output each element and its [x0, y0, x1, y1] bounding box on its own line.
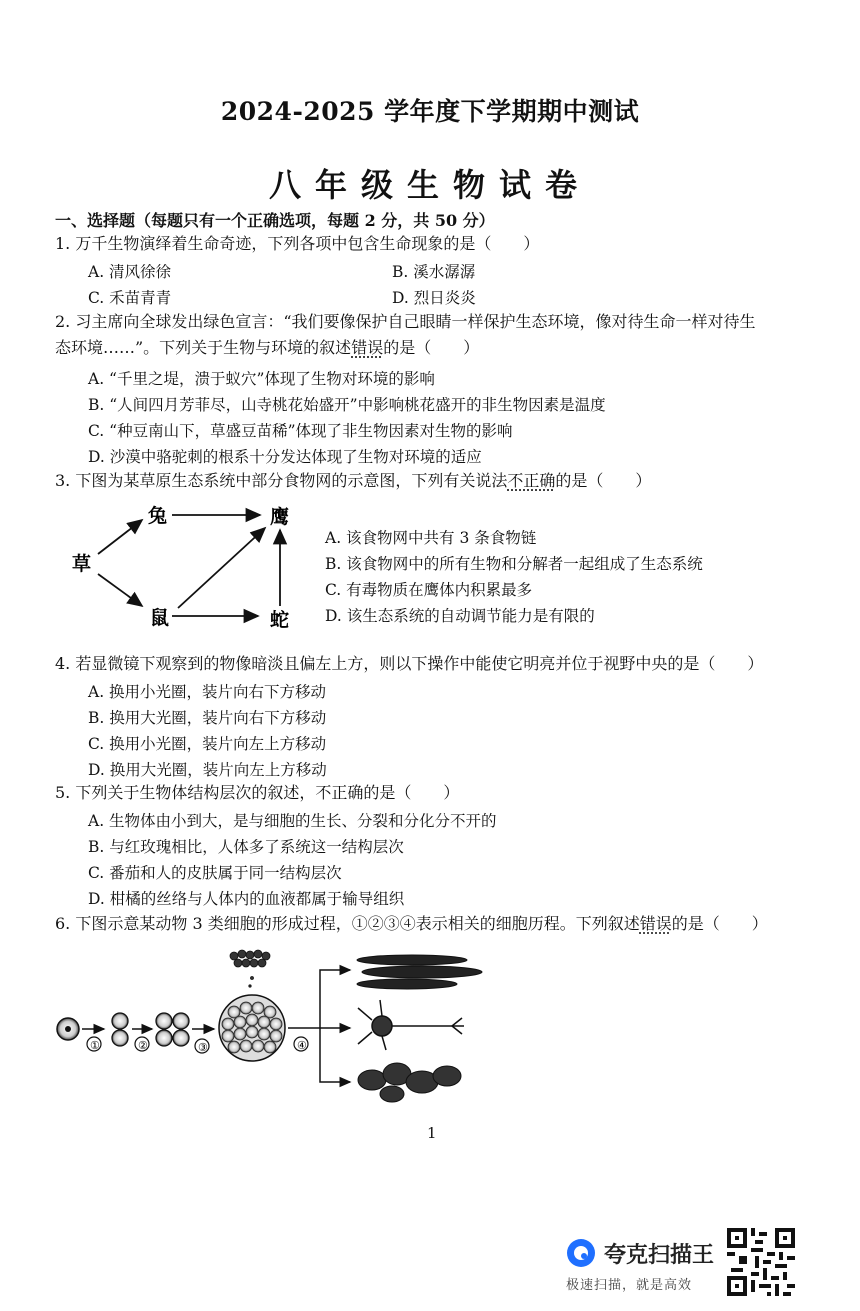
q5-stem-pre: 5. 下列关于生物体结构层次的叙述， — [55, 783, 316, 802]
q1-option-b: B. 溪水潺潺 — [392, 263, 476, 281]
muscle-cells — [357, 955, 482, 989]
node-grass: 草 — [72, 553, 92, 575]
branch-arrow-epithelial — [320, 1028, 350, 1082]
neuron-cell — [358, 1000, 464, 1050]
q2-option-d: D. 沙漠中骆驼刺的根系十分发达体现了生物对环境的适应 — [88, 448, 482, 466]
q6-stem-post: 的是（ ） — [671, 914, 768, 933]
q4-option-c: C. 换用小光圈，装片向左上方移动 — [88, 735, 327, 753]
q1-option-c: C. 禾苗青青 — [88, 289, 172, 307]
q1-stem: 1. 万千生物演绎着生命奇迹，下列各项中包含生命现象的是（ ） — [55, 234, 540, 253]
food-web-diagram — [60, 498, 310, 638]
epithelial-cells — [358, 1063, 461, 1102]
q5-option-c: C. 番茄和人的皮肤属于同一结构层次 — [88, 864, 342, 882]
scanner-brand-name: 夸克扫描王 — [604, 1243, 715, 1268]
node-snake: 蛇 — [270, 609, 290, 631]
branch-arrow-muscle — [314, 970, 350, 1028]
q5-stem-post: 的是（ ） — [363, 783, 460, 802]
q5-stem — [55, 783, 459, 803]
q6-stem-emphasis: 错误 — [639, 914, 672, 933]
node-eagle: 鹰 — [270, 506, 290, 528]
q3-option-c: C. 有毒物质在鹰体内积累最多 — [325, 581, 533, 599]
q3-stem — [55, 471, 651, 491]
q3-stem-post: 的是（ ） — [555, 471, 652, 490]
q5-option-b: B. 与红玫瑰相比，人体多了系统这一结构层次 — [88, 838, 404, 856]
node-rabbit: 兔 — [148, 505, 168, 527]
step1-label: ① — [90, 1039, 100, 1052]
four-cells — [156, 1013, 189, 1046]
q2-stem-line2 — [55, 338, 479, 358]
q3-stem-emphasis: 不正确 — [507, 471, 556, 490]
q3-option-b: B. 该食物网中的所有生物和分解者一起组成了生态系统 — [325, 555, 703, 573]
exam-title: 2024-2025 学年度下学期期中测试 — [220, 97, 640, 126]
step2-label: ② — [138, 1039, 148, 1052]
q2-option-a: A. “千里之堤，溃于蚁穴”体现了生物对环境的影响 — [88, 370, 435, 388]
q3-option-d: D. 该生态系统的自动调节能力是有限的 — [325, 607, 595, 625]
scanner-slogan: 极速扫描，就是高效 — [566, 1278, 693, 1293]
q6-stem — [55, 914, 768, 934]
q4-option-d: D. 换用大光圈，装片向左上方移动 — [88, 761, 327, 779]
q5-stem-emphasis: 不正确 — [315, 783, 364, 802]
arrow-mouse-to-eagle — [178, 528, 265, 608]
exam-subtitle: 八年级生物试卷 — [268, 166, 591, 204]
q2-option-c: C. “种豆南山下，草盛豆苗稀”体现了非生物因素对生物的影响 — [88, 422, 513, 440]
cell-process-diagram — [52, 942, 502, 1112]
step3-label: ③ — [198, 1041, 208, 1054]
q4-option-a: A. 换用小光圈，装片向右下方移动 — [88, 683, 327, 701]
dividing-cells-top — [230, 950, 270, 987]
two-cells — [112, 1013, 128, 1046]
q3-stem-pre: 3. 下图为某草原生态系统中部分食物网的示意图，下列有关说法 — [55, 471, 508, 490]
arrow-grass-to-rabbit — [98, 520, 142, 554]
single-cell — [57, 1018, 79, 1040]
step4-label: ④ — [297, 1039, 307, 1052]
qr-code-icon — [727, 1228, 795, 1296]
q1-option-d: D. 烈日炎炎 — [392, 289, 476, 307]
q2-option-b: B. “人间四月芳菲尽，山寺桃花始盛开”中影响桃花盛开的非生物因素是温度 — [88, 396, 606, 414]
q2-stem-post: 的是（ ） — [383, 338, 480, 357]
q3-option-a: A. 该食物网中共有 3 条食物链 — [325, 529, 537, 547]
q4-stem: 4. 若显微镜下观察到的物像暗淡且偏左上方，则以下操作中能使它明亮并位于视野中央的是（ ） — [55, 654, 764, 673]
q6-stem-pre: 6. 下图示意某动物 3 类细胞的形成过程，①②③④表示相关的细胞历程。下列叙述 — [55, 914, 640, 933]
scanner-logo-icon — [565, 1237, 597, 1269]
q2-stem-emphasis: 错误 — [351, 338, 384, 357]
q1-option-a: A. 清风徐徐 — [88, 263, 172, 281]
q5-option-d: D. 柑橘的丝络与人体内的血液都属于输导组织 — [88, 890, 405, 908]
node-mouse: 鼠 — [150, 607, 170, 629]
arrow-grass-to-mouse — [98, 574, 142, 606]
q4-option-b: B. 换用大光圈，装片向右下方移动 — [88, 709, 327, 727]
cell-mass — [219, 995, 285, 1061]
q5-option-a: A. 生物体由小到大，是与细胞的生长、分裂和分化分不开的 — [88, 812, 497, 830]
section-heading: 一、选择题（每题只有一个正确选项，每题 2 分，共 50 分） — [55, 211, 495, 230]
q2-stem-line1: 2. 习主席向全球发出绿色宣言：“我们要像保护自己眼睛一样保护生态环境，像对待生命一样对待生 — [55, 312, 756, 331]
page-number: 1 — [427, 1124, 437, 1142]
q2-stem-pre: 态环境……”。下列关于生物与环境的叙述 — [55, 338, 352, 357]
